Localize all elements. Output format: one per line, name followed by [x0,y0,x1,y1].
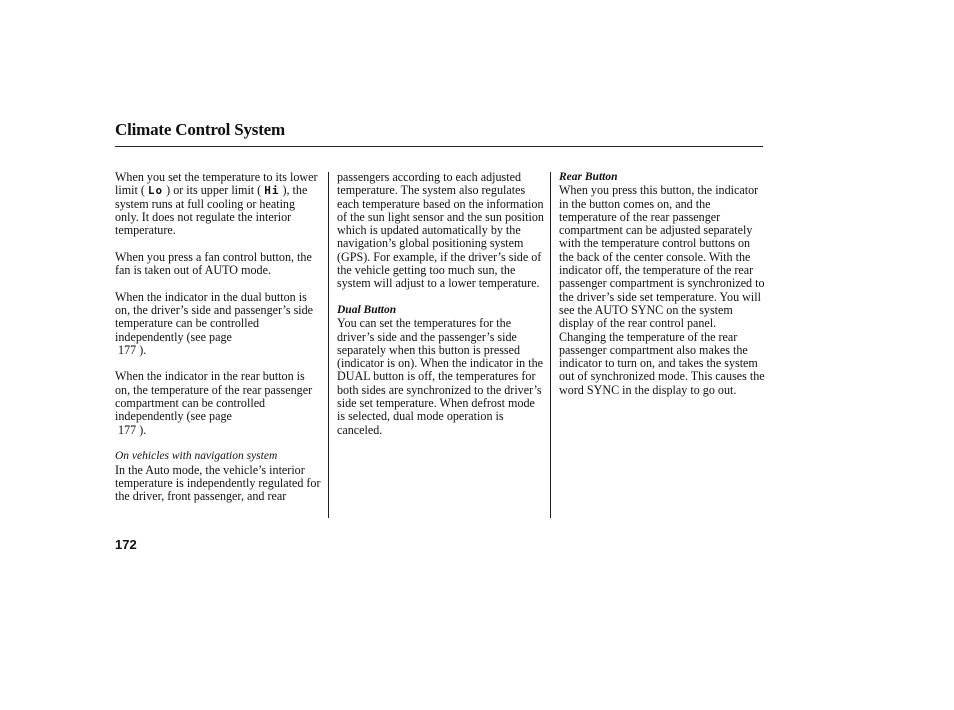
text-segment: When the indicator in the rear button is on, the temperature of the rear passenger compartment can be controlled independently (see page [115,369,313,424]
column-3 [559,171,765,397]
rear-button-heading: Rear Button [559,171,618,183]
text-segment: When the indicator in the dual button is on, the driver’s side and passenger’s side temperature can be controlled independently (see page [115,289,314,344]
paragraph-auto-mode: In the Auto mode, the vehicle’s interior temperature is independently regulated for the driver, front passenger, and rear [115,462,321,504]
column-1 [115,171,321,503]
page-number: 172 [115,537,137,552]
paragraph-temperature-limits [115,171,321,237]
text-segment: When you set the temperature to its lower limit ( [115,170,318,198]
lo-display-icon: Lo [147,184,164,198]
column-divider-2 [550,172,551,518]
paragraph-rear-button: When you press this button, the indicator in the button comes on, and the temperature of the rear passenger compartment can be adjusted separately with the temperature control buttons on the back of the center console. With the indicator off, the temperature of the rear passenger compartment is synchronized to the driver’s side set temperature. You will see the AUTO SYNC on the system display of the rear control panel. Changing the temperature of the rear passenger compartment also makes the indicator to turn on, and takes the system out of synchronized mode. This causes the word SYNC in the display to go out. [559,183,765,397]
text-segment: ) or its upper limit ( [166,183,262,198]
page-title: Climate Control System [115,120,285,139]
hi-display-icon: Hi [264,184,280,198]
dual-button-heading: Dual Button [337,303,397,316]
page-reference: 177 ). [118,342,147,357]
page-reference: 177 ). [118,422,147,437]
column-2 [337,171,545,437]
navigation-condition-label: On vehicles with navigation system [115,450,278,463]
paragraph-sun-sensor: passengers according to each adjusted temperature. The system also regulates each temperature based on the information of the sun light sensor and the sun position which is updated automatically by the navigation’s global positioning system (GPS). For example, if the driver’s side of the vehicle getting too much sun, the system will adjust to a lower temperature. [337,170,544,291]
paragraph-dual-indicator [115,291,321,357]
column-divider-1 [328,172,329,518]
text-segment: ), the system runs at full cooling or heating only. It does not regulate the interior temperature. [115,183,308,238]
paragraph-rear-indicator [115,370,321,436]
title-rule [115,146,763,147]
paragraph-dual-button: You can set the temperatures for the driver’s side and the passenger’s side separately when this button is pressed (indicator is on). When the indicator in the DUAL button is off, the temperatures for both sides are synchronized to the driver’s side set temperature. When defrost mode is selected, dual mode operation is canceled. [337,316,543,437]
paragraph-fan-control: When you press a fan control button, the fan is taken out of AUTO mode. [115,249,312,278]
